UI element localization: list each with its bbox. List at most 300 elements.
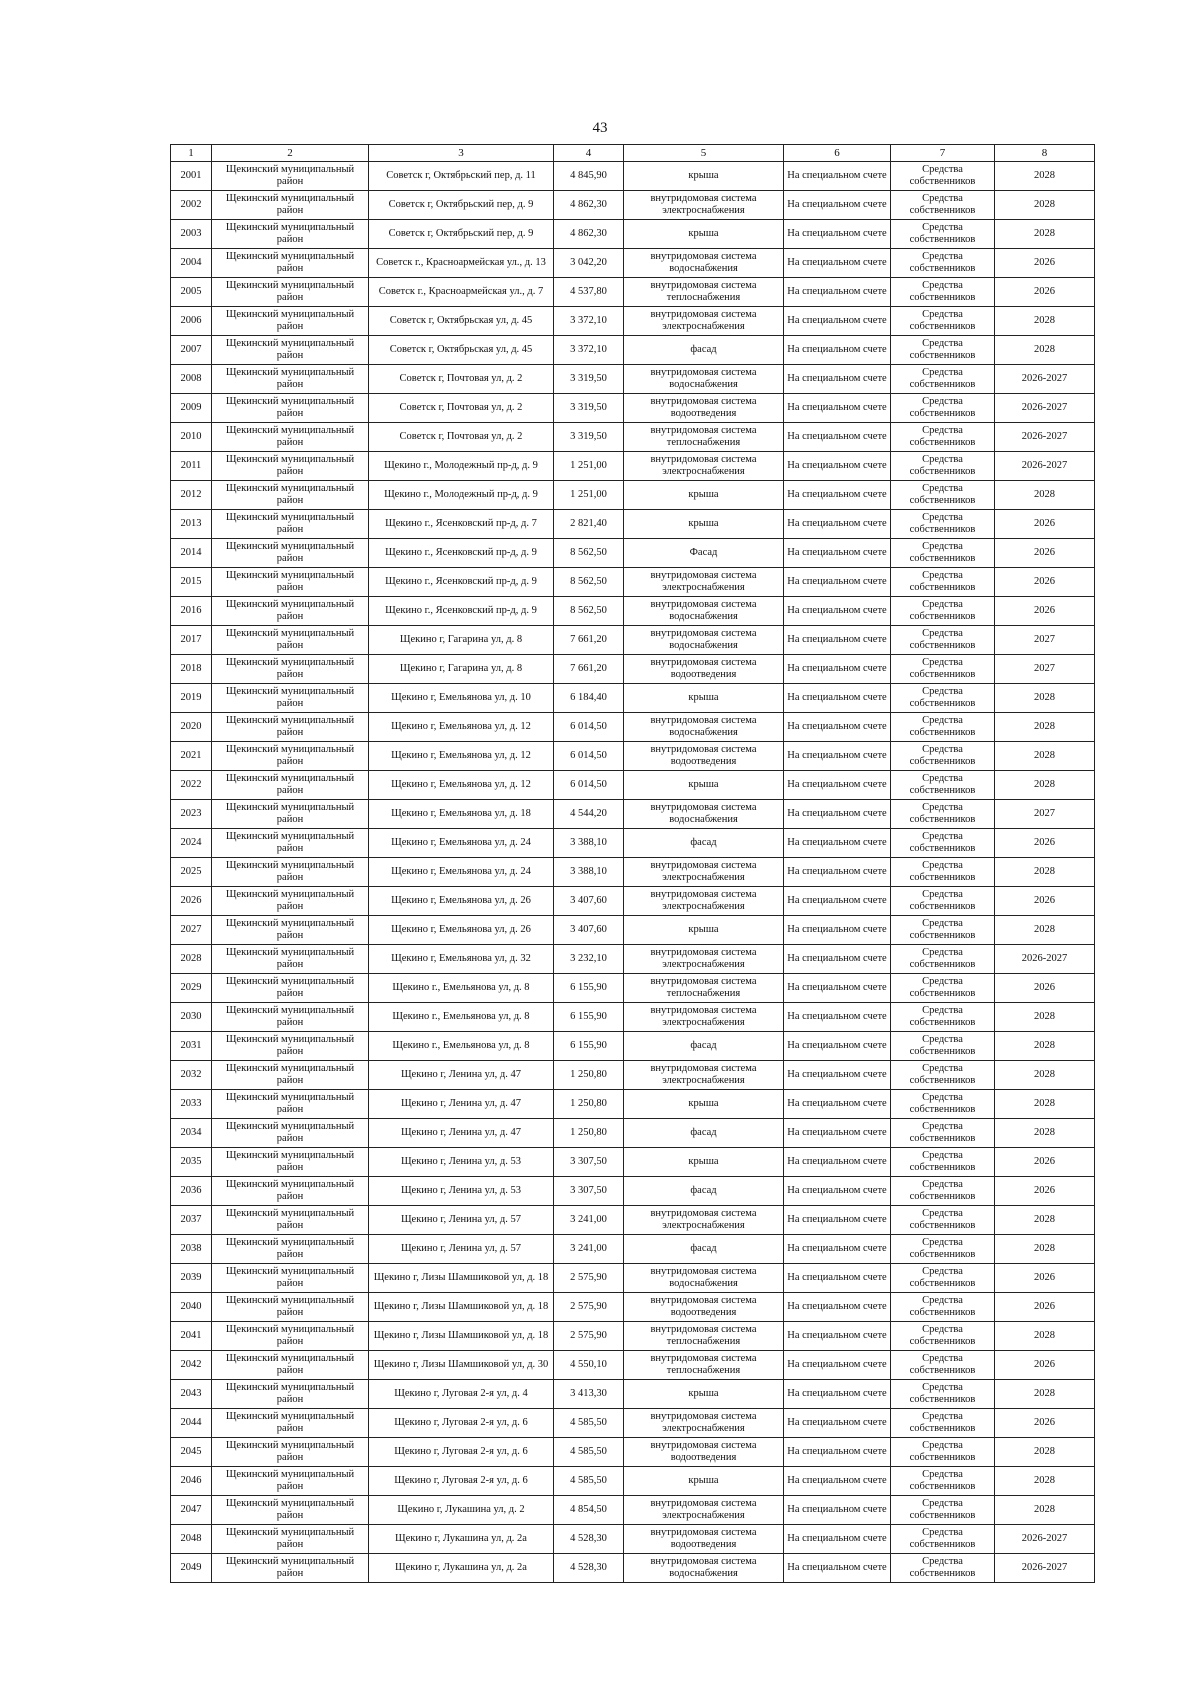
area-cell: 8 562,50 bbox=[554, 568, 624, 597]
work-type-cell: внутридомовая система электроснабжения bbox=[624, 858, 784, 887]
work-type-cell: внутридомовая система водоотведения bbox=[624, 1438, 784, 1467]
table-row bbox=[171, 887, 1095, 916]
work-type-cell: внутридомовая система теплоснабжения bbox=[624, 423, 784, 452]
year-cell: 2028 bbox=[995, 1119, 1095, 1148]
district-cell: Щекинский муниципальный район bbox=[212, 539, 369, 568]
work-type-cell: внутридомовая система электроснабжения bbox=[624, 887, 784, 916]
table-row bbox=[171, 684, 1095, 713]
row-number-cell: 2034 bbox=[171, 1119, 212, 1148]
account-method-cell: На специальном счете bbox=[784, 1293, 891, 1322]
funding-source-cell: Средства собственников bbox=[891, 191, 995, 220]
address-cell: Щекино г., Ясенковский пр-д, д. 7 bbox=[369, 510, 554, 539]
year-cell: 2026 bbox=[995, 1177, 1095, 1206]
work-type-cell: внутридомовая система теплоснабжения bbox=[624, 278, 784, 307]
account-method-cell: На специальном счете bbox=[784, 1090, 891, 1119]
district-cell: Щекинский муниципальный район bbox=[212, 829, 369, 858]
funding-source-cell: Средства собственников bbox=[891, 336, 995, 365]
row-number-cell: 2026 bbox=[171, 887, 212, 916]
address-cell: Щекино г, Лизы Шамшиковой ул, д. 18 bbox=[369, 1293, 554, 1322]
area-cell: 4 550,10 bbox=[554, 1351, 624, 1380]
district-cell: Щекинский муниципальный район bbox=[212, 1293, 369, 1322]
table-row bbox=[171, 597, 1095, 626]
work-type-cell: крыша bbox=[624, 916, 784, 945]
row-number-cell: 2010 bbox=[171, 423, 212, 452]
year-cell: 2028 bbox=[995, 1438, 1095, 1467]
row-number-cell: 2040 bbox=[171, 1293, 212, 1322]
work-type-cell: внутридомовая система электроснабжения bbox=[624, 1206, 784, 1235]
row-number-cell: 2007 bbox=[171, 336, 212, 365]
address-cell: Советск г, Октябрьский пер, д. 9 bbox=[369, 191, 554, 220]
area-cell: 3 319,50 bbox=[554, 365, 624, 394]
table-row bbox=[171, 539, 1095, 568]
address-cell: Щекино г., Емельянова ул, д. 8 bbox=[369, 1032, 554, 1061]
work-type-cell: внутридомовая система электроснабжения bbox=[624, 945, 784, 974]
address-cell: Щекино г, Лукашина ул, д. 2а bbox=[369, 1525, 554, 1554]
table-row bbox=[171, 974, 1095, 1003]
year-cell: 2027 bbox=[995, 800, 1095, 829]
area-cell: 1 250,80 bbox=[554, 1061, 624, 1090]
funding-source-cell: Средства собственников bbox=[891, 1293, 995, 1322]
row-number-cell: 2014 bbox=[171, 539, 212, 568]
account-method-cell: На специальном счете bbox=[784, 1438, 891, 1467]
work-type-cell: внутридомовая система водоснабжения bbox=[624, 800, 784, 829]
district-cell: Щекинский муниципальный район bbox=[212, 684, 369, 713]
address-cell: Щекино г, Луговая 2-я ул, д. 6 bbox=[369, 1438, 554, 1467]
table-row bbox=[171, 626, 1095, 655]
column-number-header: 2 bbox=[212, 145, 369, 162]
address-cell: Щекино г, Ленина ул, д. 53 bbox=[369, 1148, 554, 1177]
row-number-cell: 2047 bbox=[171, 1496, 212, 1525]
address-cell: Щекино г, Гагарина ул, д. 8 bbox=[369, 655, 554, 684]
work-type-cell: внутридомовая система водоснабжения bbox=[624, 365, 784, 394]
area-cell: 6 014,50 bbox=[554, 742, 624, 771]
work-type-cell: Фасад bbox=[624, 539, 784, 568]
funding-source-cell: Средства собственников bbox=[891, 249, 995, 278]
account-method-cell: На специальном счете bbox=[784, 568, 891, 597]
funding-source-cell: Средства собственников bbox=[891, 916, 995, 945]
funding-source-cell: Средства собственников bbox=[891, 1235, 995, 1264]
work-type-cell: внутридомовая система электроснабжения bbox=[624, 452, 784, 481]
account-method-cell: На специальном счете bbox=[784, 1554, 891, 1583]
address-cell: Щекино г, Емельянова ул, д. 24 bbox=[369, 858, 554, 887]
district-cell: Щекинский муниципальный район bbox=[212, 1090, 369, 1119]
account-method-cell: На специальном счете bbox=[784, 800, 891, 829]
address-cell: Щекино г, Емельянова ул, д. 32 bbox=[369, 945, 554, 974]
address-cell: Щекино г., Молодежный пр-д, д. 9 bbox=[369, 452, 554, 481]
table-row bbox=[171, 307, 1095, 336]
area-cell: 2 575,90 bbox=[554, 1264, 624, 1293]
district-cell: Щекинский муниципальный район bbox=[212, 191, 369, 220]
table-row bbox=[171, 220, 1095, 249]
account-method-cell: На специальном счете bbox=[784, 1148, 891, 1177]
work-type-cell: крыша bbox=[624, 1380, 784, 1409]
account-method-cell: На специальном счете bbox=[784, 1525, 891, 1554]
work-type-cell: внутридомовая система электроснабжения bbox=[624, 1496, 784, 1525]
funding-source-cell: Средства собственников bbox=[891, 1554, 995, 1583]
address-cell: Советск г, Октябрьский пер, д. 11 bbox=[369, 162, 554, 191]
work-type-cell: внутридомовая система теплоснабжения bbox=[624, 1322, 784, 1351]
address-cell: Советск г, Октябрьский пер, д. 9 bbox=[369, 220, 554, 249]
year-cell: 2026 bbox=[995, 1293, 1095, 1322]
work-type-cell: внутридомовая система электроснабжения bbox=[624, 307, 784, 336]
account-method-cell: На специальном счете bbox=[784, 1235, 891, 1264]
area-cell: 4 585,50 bbox=[554, 1409, 624, 1438]
table-row bbox=[171, 742, 1095, 771]
area-cell: 1 250,80 bbox=[554, 1119, 624, 1148]
district-cell: Щекинский муниципальный район bbox=[212, 1119, 369, 1148]
area-cell: 4 854,50 bbox=[554, 1496, 624, 1525]
work-type-cell: крыша bbox=[624, 1090, 784, 1119]
account-method-cell: На специальном счете bbox=[784, 162, 891, 191]
address-cell: Щекино г., Ясенковский пр-д, д. 9 bbox=[369, 597, 554, 626]
table-row bbox=[171, 191, 1095, 220]
district-cell: Щекинский муниципальный район bbox=[212, 771, 369, 800]
funding-source-cell: Средства собственников bbox=[891, 365, 995, 394]
row-number-cell: 2023 bbox=[171, 800, 212, 829]
table-row bbox=[171, 1090, 1095, 1119]
address-cell: Щекино г., Молодежный пр-д, д. 9 bbox=[369, 481, 554, 510]
district-cell: Щекинский муниципальный район bbox=[212, 1177, 369, 1206]
table-row bbox=[171, 568, 1095, 597]
table-row bbox=[171, 162, 1095, 191]
district-cell: Щекинский муниципальный район bbox=[212, 626, 369, 655]
district-cell: Щекинский муниципальный район bbox=[212, 597, 369, 626]
account-method-cell: На специальном счете bbox=[784, 1496, 891, 1525]
funding-source-cell: Средства собственников bbox=[891, 1322, 995, 1351]
account-method-cell: На специальном счете bbox=[784, 1032, 891, 1061]
funding-source-cell: Средства собственников bbox=[891, 829, 995, 858]
district-cell: Щекинский муниципальный район bbox=[212, 336, 369, 365]
funding-source-cell: Средства собственников bbox=[891, 684, 995, 713]
year-cell: 2026 bbox=[995, 1148, 1095, 1177]
area-cell: 3 388,10 bbox=[554, 829, 624, 858]
work-type-cell: крыша bbox=[624, 771, 784, 800]
funding-source-cell: Средства собственников bbox=[891, 597, 995, 626]
address-cell: Щекино г, Емельянова ул, д. 12 bbox=[369, 713, 554, 742]
district-cell: Щекинский муниципальный район bbox=[212, 1206, 369, 1235]
funding-source-cell: Средства собственников bbox=[891, 771, 995, 800]
district-cell: Щекинский муниципальный район bbox=[212, 1380, 369, 1409]
work-type-cell: фасад bbox=[624, 829, 784, 858]
work-type-cell: внутридомовая система электроснабжения bbox=[624, 1003, 784, 1032]
area-cell: 4 528,30 bbox=[554, 1554, 624, 1583]
work-type-cell: внутридомовая система водоотведения bbox=[624, 1525, 784, 1554]
address-cell: Щекино г, Ленина ул, д. 53 bbox=[369, 1177, 554, 1206]
funding-source-cell: Средства собственников bbox=[891, 1206, 995, 1235]
district-cell: Щекинский муниципальный район bbox=[212, 713, 369, 742]
district-cell: Щекинский муниципальный район bbox=[212, 1264, 369, 1293]
account-method-cell: На специальном счете bbox=[784, 249, 891, 278]
row-number-cell: 2003 bbox=[171, 220, 212, 249]
funding-source-cell: Средства собственников bbox=[891, 220, 995, 249]
funding-source-cell: Средства собственников bbox=[891, 1438, 995, 1467]
district-cell: Щекинский муниципальный район bbox=[212, 394, 369, 423]
row-number-cell: 2017 bbox=[171, 626, 212, 655]
work-type-cell: крыша bbox=[624, 510, 784, 539]
table-row bbox=[171, 655, 1095, 684]
year-cell: 2026 bbox=[995, 510, 1095, 539]
address-cell: Советск г, Октябрьская ул, д. 45 bbox=[369, 336, 554, 365]
funding-source-cell: Средства собственников bbox=[891, 626, 995, 655]
area-cell: 7 661,20 bbox=[554, 626, 624, 655]
account-method-cell: На специальном счете bbox=[784, 191, 891, 220]
table-row bbox=[171, 1003, 1095, 1032]
address-cell: Советск г., Красноармейская ул., д. 13 bbox=[369, 249, 554, 278]
row-number-cell: 2004 bbox=[171, 249, 212, 278]
area-cell: 8 562,50 bbox=[554, 597, 624, 626]
year-cell: 2028 bbox=[995, 481, 1095, 510]
row-number-cell: 2049 bbox=[171, 1554, 212, 1583]
district-cell: Щекинский муниципальный район bbox=[212, 1003, 369, 1032]
table-row bbox=[171, 1351, 1095, 1380]
year-cell: 2026 bbox=[995, 1351, 1095, 1380]
column-number-header: 4 bbox=[554, 145, 624, 162]
area-cell: 6 155,90 bbox=[554, 974, 624, 1003]
funding-source-cell: Средства собственников bbox=[891, 945, 995, 974]
funding-source-cell: Средства собственников bbox=[891, 1119, 995, 1148]
year-cell: 2028 bbox=[995, 742, 1095, 771]
area-cell: 4 537,80 bbox=[554, 278, 624, 307]
account-method-cell: На специальном счете bbox=[784, 1380, 891, 1409]
year-cell: 2028 bbox=[995, 307, 1095, 336]
table-row bbox=[171, 1264, 1095, 1293]
area-cell: 3 372,10 bbox=[554, 336, 624, 365]
work-type-cell: внутридомовая система электроснабжения bbox=[624, 191, 784, 220]
row-number-cell: 2039 bbox=[171, 1264, 212, 1293]
district-cell: Щекинский муниципальный район bbox=[212, 945, 369, 974]
work-type-cell: внутридомовая система электроснабжения bbox=[624, 1061, 784, 1090]
district-cell: Щекинский муниципальный район bbox=[212, 1061, 369, 1090]
work-type-cell: внутридомовая система водоснабжения bbox=[624, 626, 784, 655]
funding-source-cell: Средства собственников bbox=[891, 655, 995, 684]
row-number-cell: 2036 bbox=[171, 1177, 212, 1206]
area-cell: 3 241,00 bbox=[554, 1206, 624, 1235]
account-method-cell: На специальном счете bbox=[784, 771, 891, 800]
area-cell: 1 250,80 bbox=[554, 1090, 624, 1119]
account-method-cell: На специальном счете bbox=[784, 974, 891, 1003]
district-cell: Щекинский муниципальный район bbox=[212, 220, 369, 249]
row-number-cell: 2037 bbox=[171, 1206, 212, 1235]
address-cell: Щекино г., Ясенковский пр-д, д. 9 bbox=[369, 568, 554, 597]
capital-repair-table bbox=[170, 144, 1095, 1583]
account-method-cell: На специальном счете bbox=[784, 887, 891, 916]
table-row bbox=[171, 1293, 1095, 1322]
address-cell: Щекино г, Емельянова ул, д. 12 bbox=[369, 771, 554, 800]
work-type-cell: внутридомовая система водоотведения bbox=[624, 394, 784, 423]
year-cell: 2028 bbox=[995, 1235, 1095, 1264]
table-row bbox=[171, 452, 1095, 481]
column-number-row bbox=[171, 145, 1095, 162]
table-row bbox=[171, 1380, 1095, 1409]
row-number-cell: 2035 bbox=[171, 1148, 212, 1177]
address-cell: Щекино г., Емельянова ул, д. 8 bbox=[369, 1003, 554, 1032]
funding-source-cell: Средства собственников bbox=[891, 1148, 995, 1177]
table-row bbox=[171, 1235, 1095, 1264]
table-row bbox=[171, 1206, 1095, 1235]
year-cell: 2028 bbox=[995, 1061, 1095, 1090]
district-cell: Щекинский муниципальный район bbox=[212, 800, 369, 829]
district-cell: Щекинский муниципальный район bbox=[212, 1322, 369, 1351]
work-type-cell: крыша bbox=[624, 162, 784, 191]
funding-source-cell: Средства собственников bbox=[891, 510, 995, 539]
address-cell: Щекино г, Емельянова ул, д. 24 bbox=[369, 829, 554, 858]
address-cell: Щекино г, Лизы Шамшиковой ул, д. 18 bbox=[369, 1322, 554, 1351]
area-cell: 2 575,90 bbox=[554, 1322, 624, 1351]
row-number-cell: 2027 bbox=[171, 916, 212, 945]
funding-source-cell: Средства собственников bbox=[891, 1380, 995, 1409]
address-cell: Щекино г, Луговая 2-я ул, д. 4 bbox=[369, 1380, 554, 1409]
account-method-cell: На специальном счете bbox=[784, 916, 891, 945]
account-method-cell: На специальном счете bbox=[784, 684, 891, 713]
column-number-header: 6 bbox=[784, 145, 891, 162]
year-cell: 2028 bbox=[995, 1322, 1095, 1351]
year-cell: 2026-2027 bbox=[995, 945, 1095, 974]
account-method-cell: На специальном счете bbox=[784, 1322, 891, 1351]
table-row bbox=[171, 1148, 1095, 1177]
address-cell: Щекино г, Лизы Шамшиковой ул, д. 18 bbox=[369, 1264, 554, 1293]
area-cell: 3 232,10 bbox=[554, 945, 624, 974]
area-cell: 4 845,90 bbox=[554, 162, 624, 191]
work-type-cell: внутридомовая система водоотведения bbox=[624, 1293, 784, 1322]
row-number-cell: 2020 bbox=[171, 713, 212, 742]
year-cell: 2026 bbox=[995, 1409, 1095, 1438]
work-type-cell: фасад bbox=[624, 1177, 784, 1206]
year-cell: 2026-2027 bbox=[995, 365, 1095, 394]
table-row bbox=[171, 945, 1095, 974]
area-cell: 3 407,60 bbox=[554, 916, 624, 945]
district-cell: Щекинский муниципальный район bbox=[212, 423, 369, 452]
row-number-cell: 2033 bbox=[171, 1090, 212, 1119]
year-cell: 2026 bbox=[995, 249, 1095, 278]
area-cell: 3 388,10 bbox=[554, 858, 624, 887]
year-cell: 2028 bbox=[995, 858, 1095, 887]
area-cell: 8 562,50 bbox=[554, 539, 624, 568]
table-row bbox=[171, 1177, 1095, 1206]
year-cell: 2028 bbox=[995, 916, 1095, 945]
funding-source-cell: Средства собственников bbox=[891, 858, 995, 887]
account-method-cell: На специальном счете bbox=[784, 858, 891, 887]
funding-source-cell: Средства собственников bbox=[891, 887, 995, 916]
address-cell: Щекино г, Емельянова ул, д. 26 bbox=[369, 916, 554, 945]
account-method-cell: На специальном счете bbox=[784, 1003, 891, 1032]
account-method-cell: На специальном счете bbox=[784, 945, 891, 974]
funding-source-cell: Средства собственников bbox=[891, 1264, 995, 1293]
year-cell: 2026-2027 bbox=[995, 452, 1095, 481]
area-cell: 4 862,30 bbox=[554, 220, 624, 249]
area-cell: 6 014,50 bbox=[554, 771, 624, 800]
funding-source-cell: Средства собственников bbox=[891, 1177, 995, 1206]
district-cell: Щекинский муниципальный район bbox=[212, 887, 369, 916]
year-cell: 2027 bbox=[995, 626, 1095, 655]
table-row bbox=[171, 771, 1095, 800]
row-number-cell: 2022 bbox=[171, 771, 212, 800]
account-method-cell: На специальном счете bbox=[784, 597, 891, 626]
funding-source-cell: Средства собственников bbox=[891, 1351, 995, 1380]
row-number-cell: 2031 bbox=[171, 1032, 212, 1061]
district-cell: Щекинский муниципальный район bbox=[212, 1351, 369, 1380]
row-number-cell: 2018 bbox=[171, 655, 212, 684]
table-row bbox=[171, 1032, 1095, 1061]
row-number-cell: 2015 bbox=[171, 568, 212, 597]
row-number-cell: 2016 bbox=[171, 597, 212, 626]
year-cell: 2026 bbox=[995, 1264, 1095, 1293]
work-type-cell: внутридомовая система водоснабжения bbox=[624, 713, 784, 742]
funding-source-cell: Средства собственников bbox=[891, 568, 995, 597]
row-number-cell: 2013 bbox=[171, 510, 212, 539]
work-type-cell: крыша bbox=[624, 220, 784, 249]
account-method-cell: На специальном счете bbox=[784, 510, 891, 539]
account-method-cell: На специальном счете bbox=[784, 1351, 891, 1380]
funding-source-cell: Средства собственников bbox=[891, 481, 995, 510]
table-row bbox=[171, 394, 1095, 423]
funding-source-cell: Средства собственников bbox=[891, 974, 995, 1003]
year-cell: 2028 bbox=[995, 336, 1095, 365]
account-method-cell: На специальном счете bbox=[784, 1206, 891, 1235]
account-method-cell: На специальном счете bbox=[784, 1177, 891, 1206]
funding-source-cell: Средства собственников bbox=[891, 1496, 995, 1525]
area-cell: 3 241,00 bbox=[554, 1235, 624, 1264]
funding-source-cell: Средства собственников bbox=[891, 278, 995, 307]
work-type-cell: крыша bbox=[624, 1467, 784, 1496]
address-cell: Щекино г, Емельянова ул, д. 18 bbox=[369, 800, 554, 829]
row-number-cell: 2011 bbox=[171, 452, 212, 481]
area-cell: 4 862,30 bbox=[554, 191, 624, 220]
year-cell: 2026-2027 bbox=[995, 423, 1095, 452]
row-number-cell: 2029 bbox=[171, 974, 212, 1003]
district-cell: Щекинский муниципальный район bbox=[212, 742, 369, 771]
funding-source-cell: Средства собственников bbox=[891, 713, 995, 742]
account-method-cell: На специальном счете bbox=[784, 742, 891, 771]
row-number-cell: 2024 bbox=[171, 829, 212, 858]
work-type-cell: крыша bbox=[624, 1148, 784, 1177]
year-cell: 2026-2027 bbox=[995, 1525, 1095, 1554]
address-cell: Советск г, Почтовая ул, д. 2 bbox=[369, 394, 554, 423]
area-cell: 2 575,90 bbox=[554, 1293, 624, 1322]
funding-source-cell: Средства собственников bbox=[891, 539, 995, 568]
work-type-cell: внутридомовая система водоснабжения bbox=[624, 249, 784, 278]
table-row bbox=[171, 800, 1095, 829]
table-row bbox=[171, 481, 1095, 510]
funding-source-cell: Средства собственников bbox=[891, 1061, 995, 1090]
district-cell: Щекинский муниципальный район bbox=[212, 1235, 369, 1264]
area-cell: 3 319,50 bbox=[554, 394, 624, 423]
district-cell: Щекинский муниципальный район bbox=[212, 452, 369, 481]
column-number-header: 5 bbox=[624, 145, 784, 162]
district-cell: Щекинский муниципальный район bbox=[212, 1438, 369, 1467]
row-number-cell: 2005 bbox=[171, 278, 212, 307]
column-number-header: 8 bbox=[995, 145, 1095, 162]
table-row bbox=[171, 858, 1095, 887]
address-cell: Щекино г, Емельянова ул, д. 26 bbox=[369, 887, 554, 916]
year-cell: 2028 bbox=[995, 162, 1095, 191]
address-cell: Щекино г, Емельянова ул, д. 12 bbox=[369, 742, 554, 771]
row-number-cell: 2048 bbox=[171, 1525, 212, 1554]
address-cell: Щекино г, Лукашина ул, д. 2а bbox=[369, 1554, 554, 1583]
work-type-cell: фасад bbox=[624, 1032, 784, 1061]
row-number-cell: 2019 bbox=[171, 684, 212, 713]
address-cell: Советск г, Почтовая ул, д. 2 bbox=[369, 365, 554, 394]
year-cell: 2026 bbox=[995, 829, 1095, 858]
work-type-cell: внутридомовая система электроснабжения bbox=[624, 568, 784, 597]
district-cell: Щекинский муниципальный район bbox=[212, 162, 369, 191]
funding-source-cell: Средства собственников bbox=[891, 1032, 995, 1061]
column-number-header: 3 bbox=[369, 145, 554, 162]
work-type-cell: крыша bbox=[624, 684, 784, 713]
year-cell: 2028 bbox=[995, 1003, 1095, 1032]
work-type-cell: крыша bbox=[624, 481, 784, 510]
area-cell: 4 544,20 bbox=[554, 800, 624, 829]
work-type-cell: внутридомовая система водоотведения bbox=[624, 655, 784, 684]
